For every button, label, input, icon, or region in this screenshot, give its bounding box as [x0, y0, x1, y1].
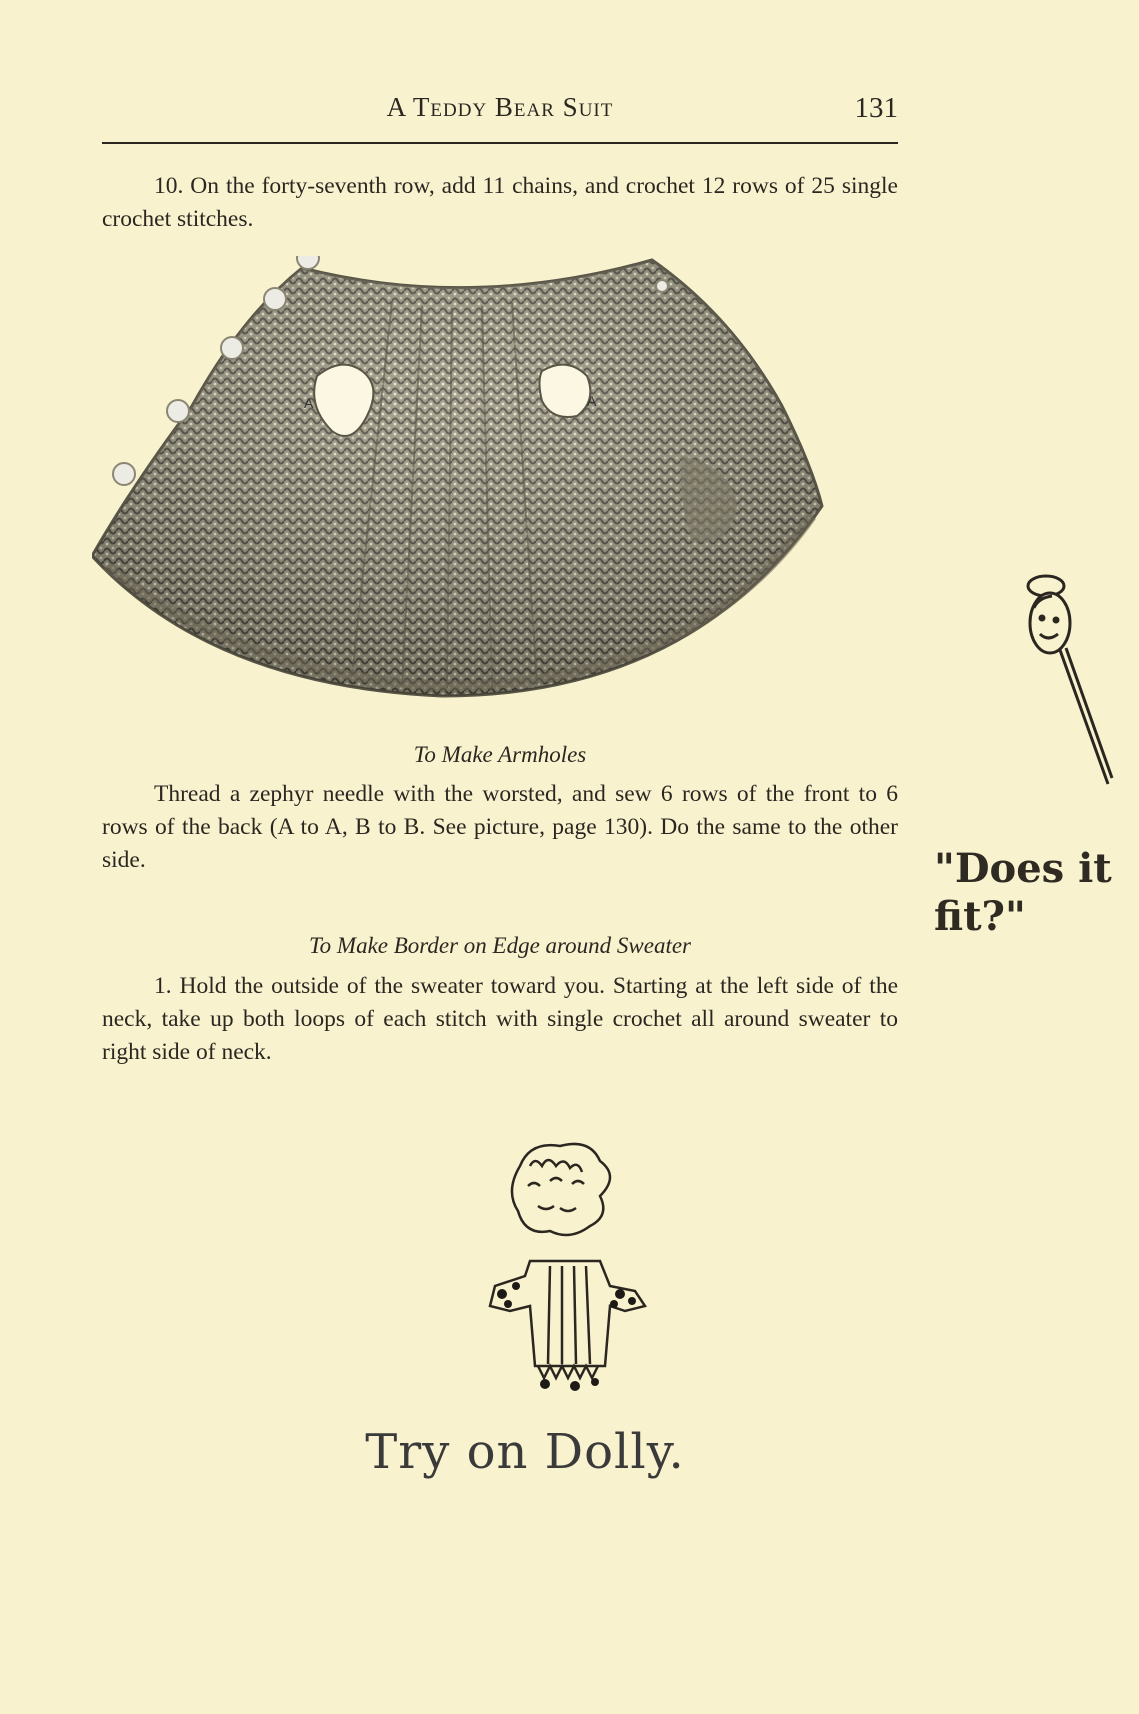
page-number: 131	[854, 92, 898, 124]
border-text: 1. Hold the outside of the sweater toward you. Starting at the left side of the neck, take up both loops of each stitch with single crochet all around sweater to right side of neck.	[102, 973, 898, 1065]
armholes-text: Thread a zephyr needle with the worsted, and sew 6 rows of the front to 6 rows of the back (A to A, B to B. See picture, page 130). Do the same to the other side.	[102, 781, 898, 873]
step-10-paragraph	[102, 170, 898, 236]
sweater-corner-button	[656, 280, 668, 292]
hatpin-doll-sketch	[1008, 568, 1118, 792]
header-rule	[102, 142, 898, 144]
border-paragraph	[102, 970, 898, 1069]
doll-illustration	[450, 1136, 680, 1396]
step-10-text: 10. On the forty-seventh row, add 11 chains, and crochet 12 rows of 25 single crochet stitches.	[102, 173, 898, 232]
sweater-illustration	[92, 256, 902, 726]
armhole-right-label: A	[587, 393, 597, 409]
margin-note-line-2: fit?"	[934, 893, 1026, 940]
armholes-heading: To Make Armholes	[413, 742, 587, 767]
page-header	[102, 92, 898, 142]
armholes-paragraph	[102, 778, 898, 877]
margin-note-line-1: "Does it	[934, 845, 1112, 892]
running-title: A Teddy Bear Suit	[386, 92, 614, 122]
doll-caption: Try on Dolly.	[365, 1424, 685, 1480]
armhole-left-label: A	[304, 395, 314, 411]
border-heading: To Make Border on Edge around Sweater	[308, 933, 691, 958]
